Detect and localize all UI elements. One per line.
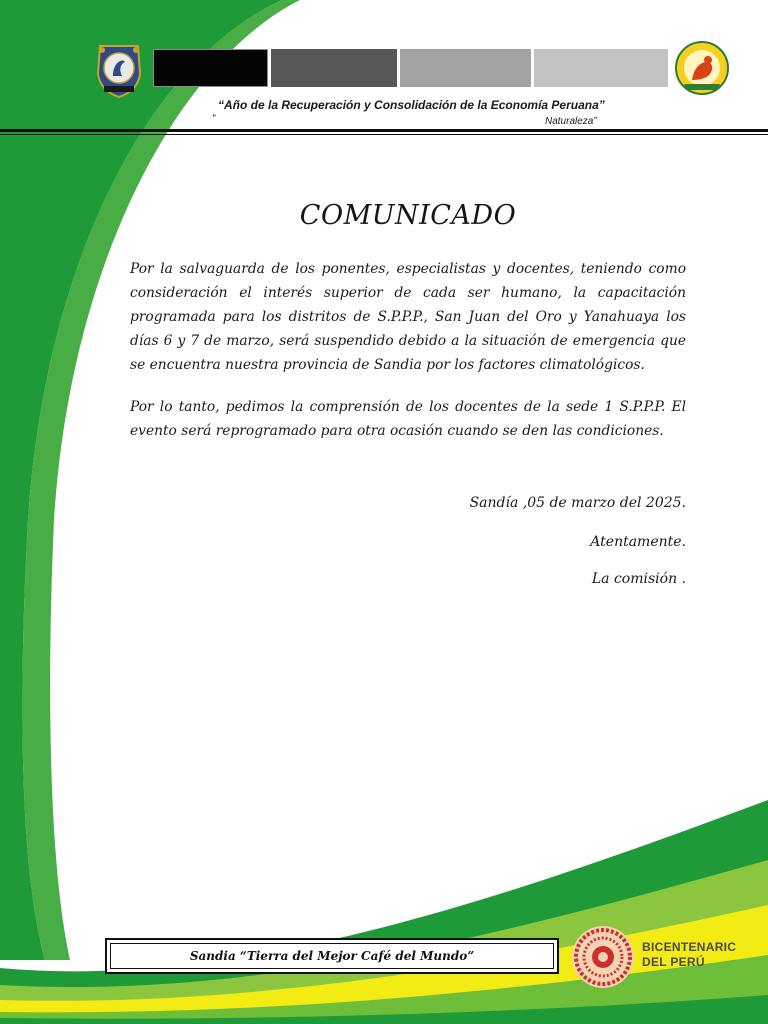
- footer-slogan: Sandia “Tierra del Mejor Café del Mundo”: [189, 949, 475, 963]
- ugel-sandia-emblem-icon: [674, 40, 730, 98]
- bicentenario-line-2: DEL PERÚ: [642, 955, 705, 969]
- header-rule-thick: [0, 129, 768, 132]
- motto-quote-mark: “: [212, 113, 216, 124]
- header-band-grey: [400, 49, 531, 87]
- body-paragraph-1: Por la salvaguarda de los ponentes, especialistas y docentes, teniendo como consideración el interés superior de cada ser humano, la capacitación programada para los distritos de S.P.P.P., San Juan del Oro y Yanahuaya los días 6 y 7 de marzo, será suspendido debido a la situación de emergencia que se encuentra nuestra provincia de Sandia por los factores climatológicos.: [130, 261, 686, 373]
- motto-subtitle: Naturaleza”: [545, 116, 597, 127]
- page-title: COMUNICADO: [299, 200, 517, 231]
- body-paragraph-2: Por lo tanto, pedimos la comprensión de los docentes de la sede 1 S.P.P.P. El evento será reprogramado para otra ocasión cuando se den las condiciones.: [130, 399, 686, 439]
- closing-line: Atentamente.: [590, 534, 686, 550]
- bicentenario-line-1: BICENTENARIC: [642, 940, 737, 954]
- header-band-black: [153, 49, 268, 87]
- institution-crest-icon: [92, 40, 146, 98]
- signature-line: La comisión .: [591, 571, 686, 587]
- header-band-dark-grey: [271, 49, 397, 87]
- header-band-light-grey: [534, 49, 668, 87]
- date-line: Sandía ,05 de marzo del 2025.: [469, 495, 686, 511]
- header-rule-thin: [0, 134, 768, 135]
- bicentenario-seal-icon: [570, 924, 636, 990]
- year-motto: “Año de la Recuperación y Consolidación de la Economía Peruana”: [218, 98, 605, 112]
- footer-slogan-box: [105, 938, 559, 974]
